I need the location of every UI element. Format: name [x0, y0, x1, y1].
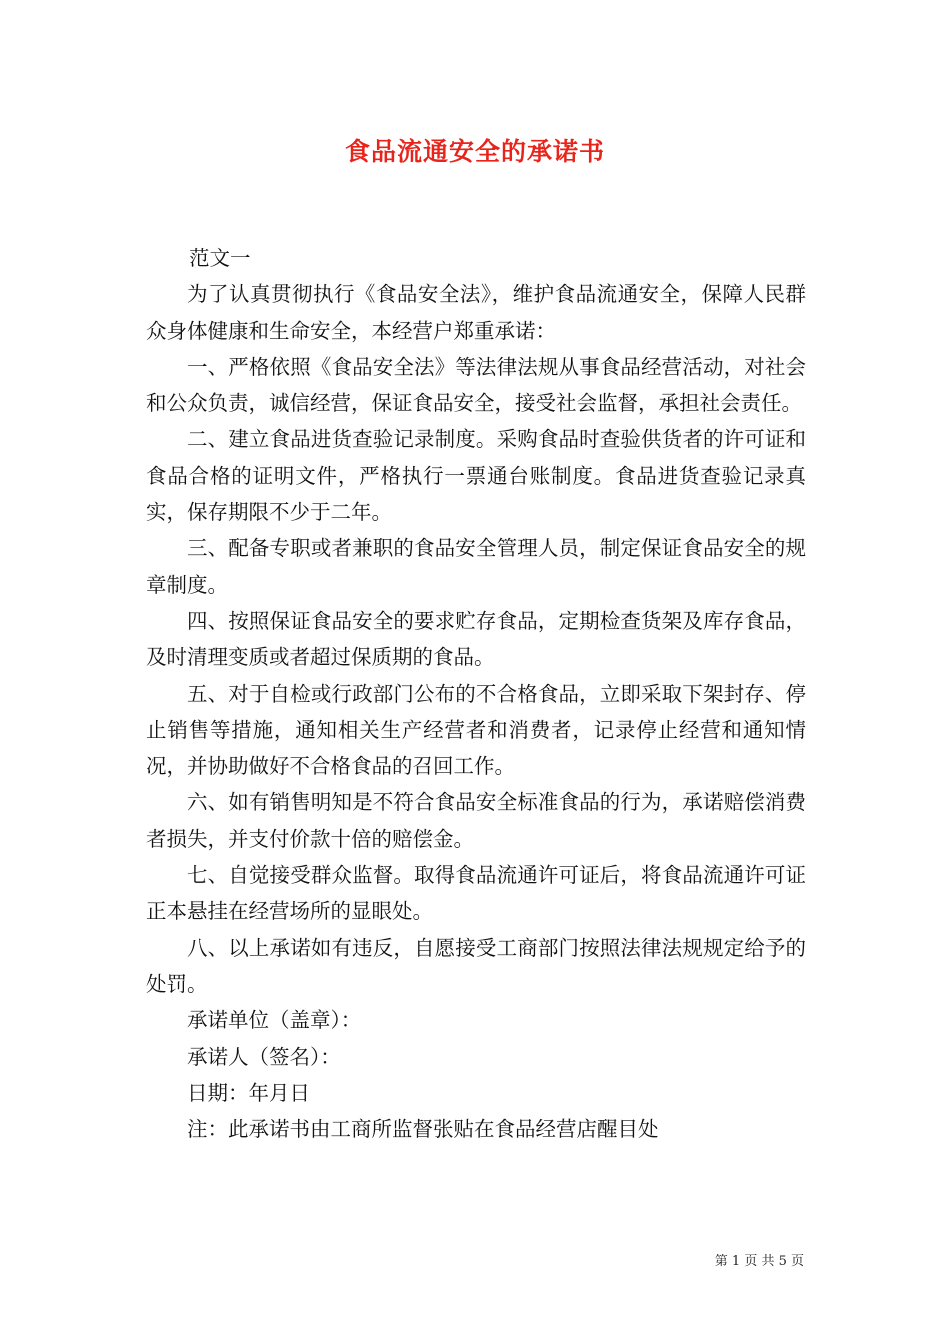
intro-paragraph: 为了认真贯彻执行《食品安全法》，维护食品流通安全，保障人民群众身体健康和生命安全，本经营户郑重承诺：	[146, 282, 806, 343]
note-line: 注：此承诺书由工商所监督张贴在食品经营店醒目处	[187, 1117, 659, 1142]
pledge-item-7: 七、自觉接受群众监督。取得食品流通许可证后，将食品流通许可证正本悬挂在经营场所的显眼处。	[146, 863, 806, 924]
date-line: 日期：年月日	[187, 1080, 310, 1105]
document-body	[146, 240, 806, 1147]
signature-person-line: 承诺人（签名）：	[187, 1044, 341, 1069]
pledge-item-3: 三、配备专职或者兼职的食品安全管理人员，制定保证食品安全的规章制度。	[146, 536, 806, 597]
signature-unit-line: 承诺单位（盖章）：	[187, 1008, 362, 1033]
pledge-item-4: 四、按照保证食品安全的要求贮存食品，定期检查货架及库存食品，及时清理变质或者超过保质期的食品。	[146, 608, 806, 670]
pledge-item-5: 五、对于自检或行政部门公布的不合格食品，立即采取下架封存、停止销售等措施，通知相关生产经营者和消费者，记录停止经营和通知情况，并协助做好不合格食品的召回工作。	[146, 681, 806, 779]
pledge-item-8: 八、以上承诺如有违反，自愿接受工商部门按照法律法规规定给予的处罚。	[146, 935, 806, 996]
document-title: 食品流通安全的承诺书	[344, 137, 605, 166]
pledge-item-2: 二、建立食品进货查验记录制度。采购食品时查验供货者的许可证和食品合格的证明文件，严格执行一票通台账制度。食品进货查验记录真实，保存期限不少于二年。	[146, 427, 806, 525]
pledge-item-1: 一、严格依照《食品安全法》等法律法规从事食品经营活动，对社会和公众负责，诚信经营，保证食品安全，接受社会监督，承担社会责任。	[146, 354, 806, 416]
section-label: 范文一	[189, 246, 251, 270]
pledge-item-6: 六、如有销售明知是不符合食品安全标准食品的行为，承诺赔偿消费者损失，并支付价款十倍的赔偿金。	[146, 790, 806, 851]
page-number: 第 1 页 共 5 页	[714, 1254, 804, 1269]
